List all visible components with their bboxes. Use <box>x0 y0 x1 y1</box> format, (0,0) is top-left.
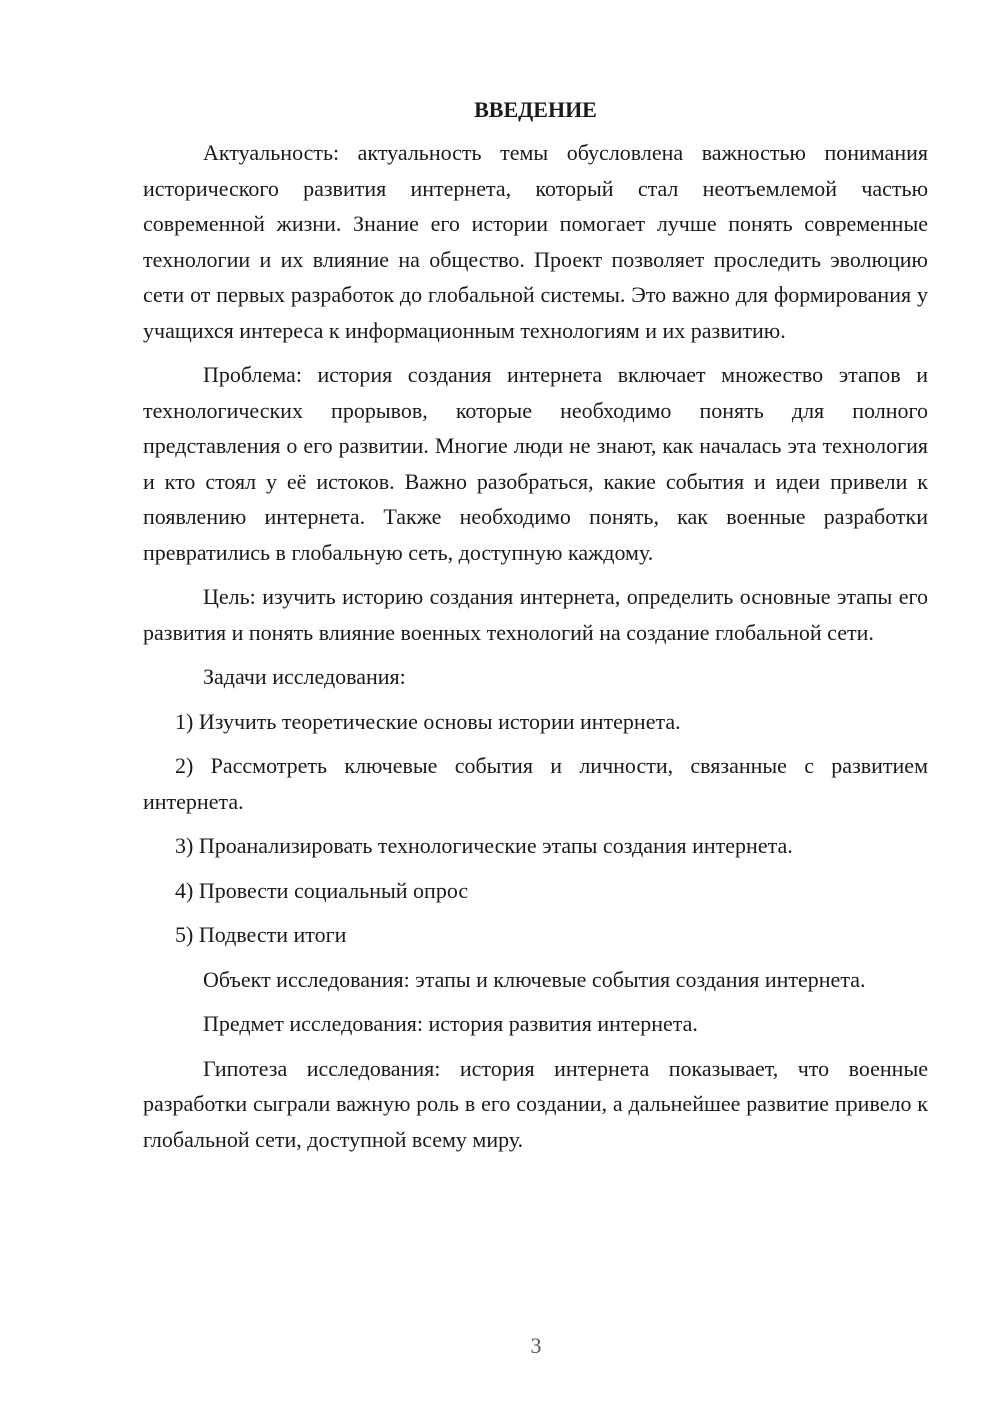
goal-paragraph: Цель: изучить историю создания интернета, определить основные этапы его развития и понять влияние военных технологий на создание глобальной сети. <box>143 584 928 645</box>
task-item: 1) Изучить теоретические основы истории интернета. <box>175 708 681 734</box>
task-item: 4) Провести социальный опрос <box>175 877 469 903</box>
problem-paragraph: Проблема: история создания интернета включает множество этапов и технологических прорывов, которые необходимо понять для полного представления о его развитии. Многие люди не знают, как началась эта технология и кто стоял у её истоков. Важно разобраться, какие события и идеи привели к появлению интернета. Также необходимо понять, как военные разработки превратились в глобальную сеть, доступную каждому. <box>143 362 928 565</box>
tasks-heading: Задачи исследования: <box>203 664 406 689</box>
page-title: ВВЕДЕНИЕ <box>474 97 597 122</box>
relevance-paragraph: Актуальность: актуальность темы обусловлена важностью понимания исторического развития интернета, который стал неотъемлемой частью современной жизни. Знание его истории помогает лучше понять современные технологии и их влияние на общество. Проект позволяет проследить эволюцию сети от первых разработок до глобальной системы. Это важно для формирования у учащихся интереса к информационным технологиям и их развитию. <box>143 140 928 343</box>
task-item: 3) Проанализировать технологические этапы создания интернета. <box>175 833 793 858</box>
page-content <box>143 95 928 1166</box>
subject-paragraph: Предмет исследования: история развития интернета. <box>203 1011 698 1036</box>
task-item: 2) Рассмотреть ключевые события и личности, связанные с развитием интернета. <box>143 753 928 814</box>
hypothesis-paragraph: Гипотеза исследования: история интернета показывает, что военные разработки сыграли важную роль в его создании, а дальнейшее развитие привело к глобальной сети, доступной всему миру. <box>143 1055 928 1152</box>
object-paragraph: Объект исследования: этапы и ключевые события создания интернета. <box>203 966 866 992</box>
task-item: 5) Подвести итоги <box>175 922 347 947</box>
page-number: 3 <box>530 1333 542 1358</box>
